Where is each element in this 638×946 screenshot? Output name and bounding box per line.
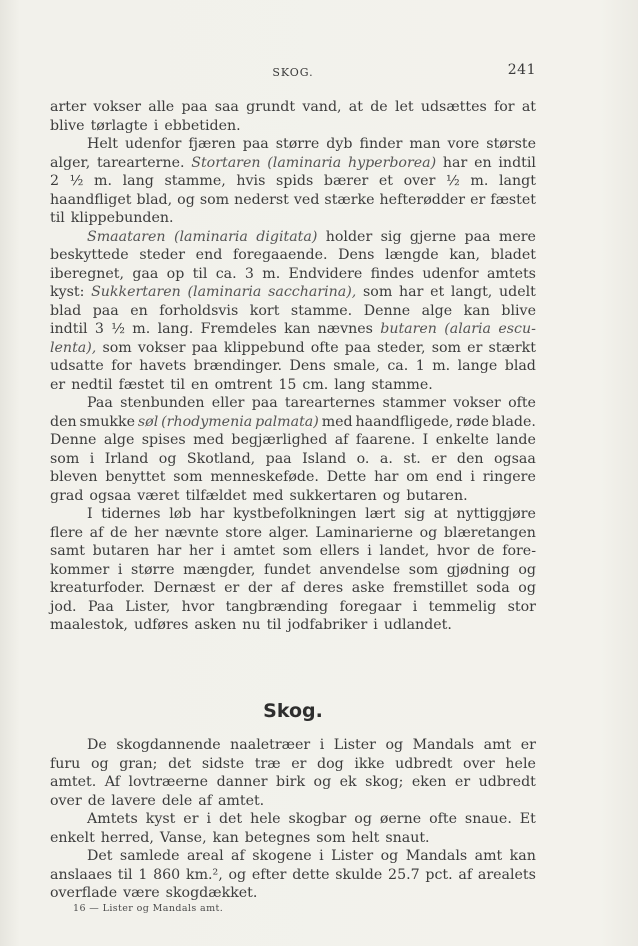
page-footer-signature: 16 — Lister og Mandals amt. xyxy=(73,903,224,914)
text-line: jod. Paa Lister, hvor tangbrænding foregaar i temmelig stor xyxy=(50,598,536,615)
text-line: over de lavere dele af amtet. xyxy=(50,792,265,809)
text-line: kyst: Sukkertaren (laminaria saccharina), som har et langt, udelt xyxy=(50,284,536,300)
text-line: furu og gran; det sidste træ er dog ikke udbredt over hele xyxy=(50,755,536,772)
text-line: indtil 3 ½ m. lang. Fremdeles kan nævnes butaren (alaria escu- xyxy=(50,321,536,337)
text-line: overflade være skogdækket. xyxy=(50,885,258,901)
text-line: 2 ½ m. lang stamme, hvis spids bærer et over ½ m. langt xyxy=(50,173,536,189)
running-head xyxy=(50,62,536,82)
text-line: I tidernes løb har kystbefolkningen lært sig at nyttiggjøre xyxy=(87,506,536,522)
text-line: samt butaren har her i amtet som ellers i landet, hvor de fore- xyxy=(50,543,536,559)
text-line: iberegnet, gaa op til ca. 3 m. Endvidere findes udenfor amtets xyxy=(50,265,536,282)
text-line: Det samlede areal af skogene i Lister og Mandals amt kan xyxy=(87,848,536,864)
text-line: amtet. Af lovtræerne danner birk og ek skog; eken er udbredt xyxy=(50,774,536,790)
text-line: beskyttede steder end foregaaende. Dens længde kan, bladet xyxy=(50,247,536,263)
text-line: den smukke søl (rhodymenia palmata) med haandfligede, røde blade. xyxy=(50,413,536,430)
text-line: grad ogsaa været tilfældet med sukkertaren og butaren. xyxy=(50,487,468,504)
text-line: alger, tarearterne. Stortaren (laminaria hyperborea) har en indtil xyxy=(50,154,536,171)
forest-section-text xyxy=(50,736,536,903)
text-line: Paa stenbunden eller paa tarearternes stammer vokser ofte xyxy=(87,395,536,411)
text-line: kommer i større mængder, fundet anvendelse som gjødning og xyxy=(50,561,536,578)
text-line: Denne alge spises med begjærlighed af faarene. I enkelte lande xyxy=(50,432,536,448)
section-heading: Skog. xyxy=(263,700,323,722)
text-line: udsatte for havets brændinger. Dens smale, ca. 1 m. lange blad xyxy=(50,358,536,374)
text-line: anslaaes til 1 860 km.², og efter dette skulde 25.7 pct. af arealets xyxy=(50,866,536,883)
text-line: lenta), som vokser paa klippebund ofte paa steder, som er stærkt xyxy=(50,339,536,356)
algae-section-text xyxy=(50,98,536,635)
text-line: De skogdannende naaletræer i Lister og Mandals amt er xyxy=(87,737,536,753)
text-line: flere af de her nævnte store alger. Laminarierne og blæretangen xyxy=(50,524,536,541)
text-line: til klippebunden. xyxy=(50,210,174,226)
text-line: arter vokser alle paa saa grundt vand, at de let udsættes for at xyxy=(50,99,536,115)
text-line: blive tørlagte i ebbetiden. xyxy=(50,117,241,134)
running-title: SKOG. xyxy=(272,66,314,79)
text-line: bleven benyttet som menneskeføde. Dette har om end i ringere xyxy=(50,469,536,485)
text-line: enkelt herred, Vanse, kan betegnes som helt snaut. xyxy=(50,829,430,846)
text-line: er nedtil fæstet til en omtrent 15 cm. lang stamme. xyxy=(50,376,433,393)
text-line: Helt udenfor fjæren paa større dyb finder man vore største xyxy=(87,136,536,152)
text-line: Smaataren (laminaria digitata) holder sig gjerne paa mere xyxy=(87,228,536,245)
text-line: kreaturfoder. Dernæst er der af deres aske fremstillet soda og xyxy=(50,580,536,596)
text-line: blad paa en forholdsvis kort stamme. Denne alge kan blive xyxy=(50,302,536,319)
text-line: som i Irland og Skotland, paa Island o. a. st. er den ogsaa xyxy=(50,450,536,467)
text-line: Amtets kyst er i det hele skogbar og øerne ofte snaue. Et xyxy=(87,811,536,827)
page-number: 241 xyxy=(507,62,536,78)
text-line: maalestok, udføres asken nu til jodfabriker i udlandet. xyxy=(50,617,452,633)
text-line: haandfliget blad, og som nederst ved stærke hefterødder er fæstet xyxy=(50,191,536,208)
